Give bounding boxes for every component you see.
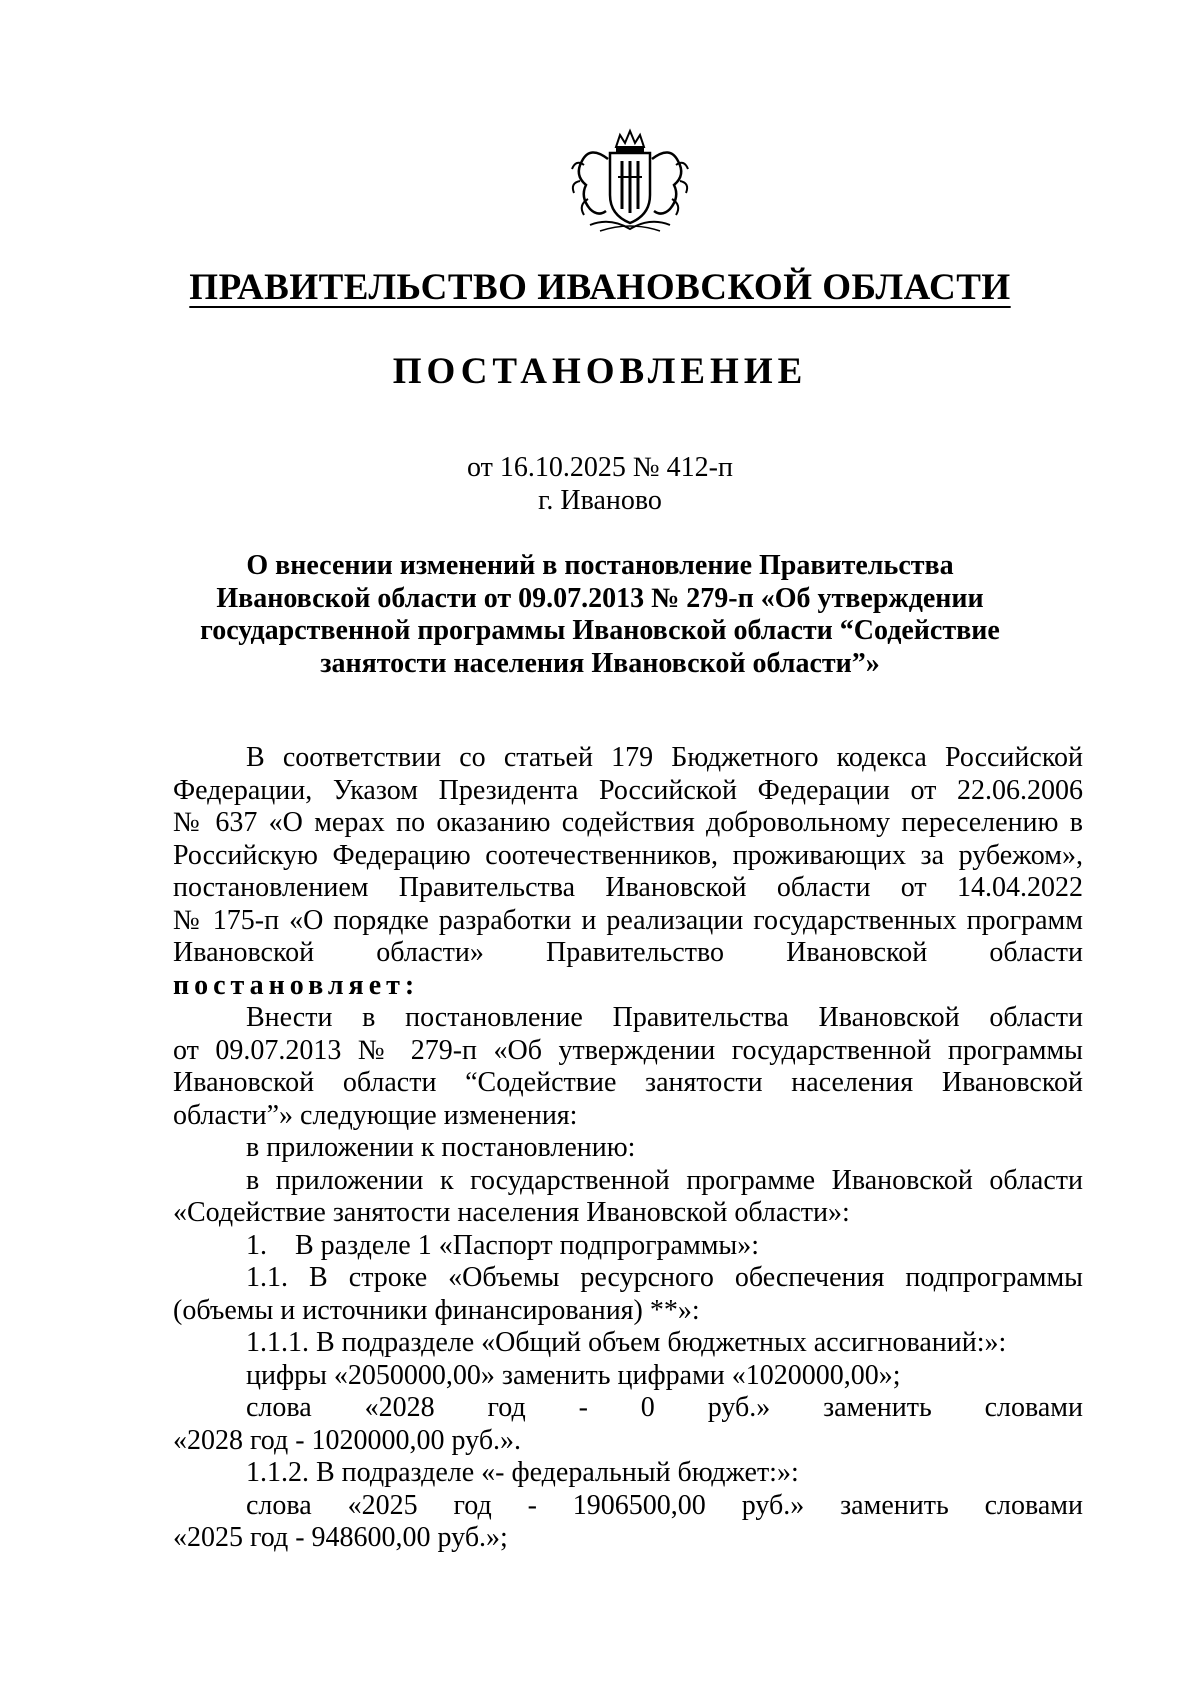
document-type: ПОСТАНОВЛЕНИЕ	[392, 351, 808, 392]
subject-line: О внесении изменений в постановление Правительства	[246, 550, 954, 581]
body-line: цифры «2050000,00» заменить цифрами «1020000,00»;	[246, 1359, 901, 1391]
coat-of-arms-icon	[560, 125, 700, 237]
body-line: слова «2028 год - 0 руб.» заменить словами	[246, 1392, 1083, 1423]
document-city: г. Иваново	[538, 485, 662, 516]
body-line: 1.1.1. В подразделе «Общий объем бюджетных ассигнований:»:	[246, 1327, 1007, 1358]
body-line: слова «2025 год - 1906500,00 руб.» заменить словами	[246, 1489, 1083, 1521]
body-line: от 09.07.2013 № 279-п «Об утверждении государственной программы	[173, 1034, 1083, 1066]
subject-line: государственной программы Ивановской области “Содействие	[200, 615, 1000, 646]
organization-name: ПРАВИТЕЛЬСТВО ИВАНОВСКОЙ ОБЛАСТИ	[189, 267, 1011, 308]
body-line: «2025 год - 948600,00 руб.»;	[173, 1522, 508, 1553]
body-line: «Содействие занятости населения Ивановской области»:	[173, 1197, 850, 1228]
subject-line: занятости населения Ивановской области”»	[320, 647, 880, 679]
body-line: постановлением Правительства Ивановской области от 14.04.2022	[173, 872, 1083, 903]
body-line: № 637 «О мерах по оказанию содействия добровольному переселению в	[173, 807, 1083, 838]
body-line: (объемы и источники финансирования) **»:	[173, 1294, 700, 1326]
body-line: В соответствии со статьей 179 Бюджетного кодекса Российской	[246, 742, 1083, 773]
body-line-decree: постановляет:	[173, 969, 420, 1001]
body-line: в приложении к постановлению:	[246, 1132, 636, 1163]
body-line: Российскую Федерацию соотечественников, проживающих за рубежом»,	[173, 839, 1083, 871]
body-line: 1. В разделе 1 «Паспорт подпрограммы»:	[246, 1229, 760, 1261]
body-line: «2028 год - 1020000,00 руб.».	[173, 1424, 522, 1456]
subject-line: Ивановской области от 09.07.2013 № 279-п «Об утверждении	[216, 582, 984, 614]
document-date-number: от 16.10.2025 № 412-п	[467, 452, 733, 483]
body-line: 1.1. В строке «Объемы ресурсного обеспечения подпрограммы	[246, 1262, 1083, 1293]
document-subject	[200, 550, 1000, 680]
body-line: Ивановской области “Содействие занятости населения Ивановской	[173, 1067, 1083, 1098]
body-line: Внести в постановление Правительства Ивановской области	[246, 1002, 1083, 1033]
organization-title	[0, 268, 1200, 308]
body-line: 1.1.2. В подразделе «- федеральный бюджет:»:	[246, 1457, 799, 1488]
body-line: области”» следующие изменения:	[173, 1099, 578, 1131]
body-line: № 175-п «О порядке разработки и реализации государственных программ	[173, 904, 1083, 936]
document-body	[173, 742, 1083, 1555]
body-line: Федерации, Указом Президента Российской Федерации от 22.06.2006	[173, 774, 1083, 806]
body-line: в приложении к государственной программе Ивановской области	[246, 1164, 1083, 1196]
body-line: Ивановской области» Правительство Ивановской области	[173, 937, 1083, 968]
